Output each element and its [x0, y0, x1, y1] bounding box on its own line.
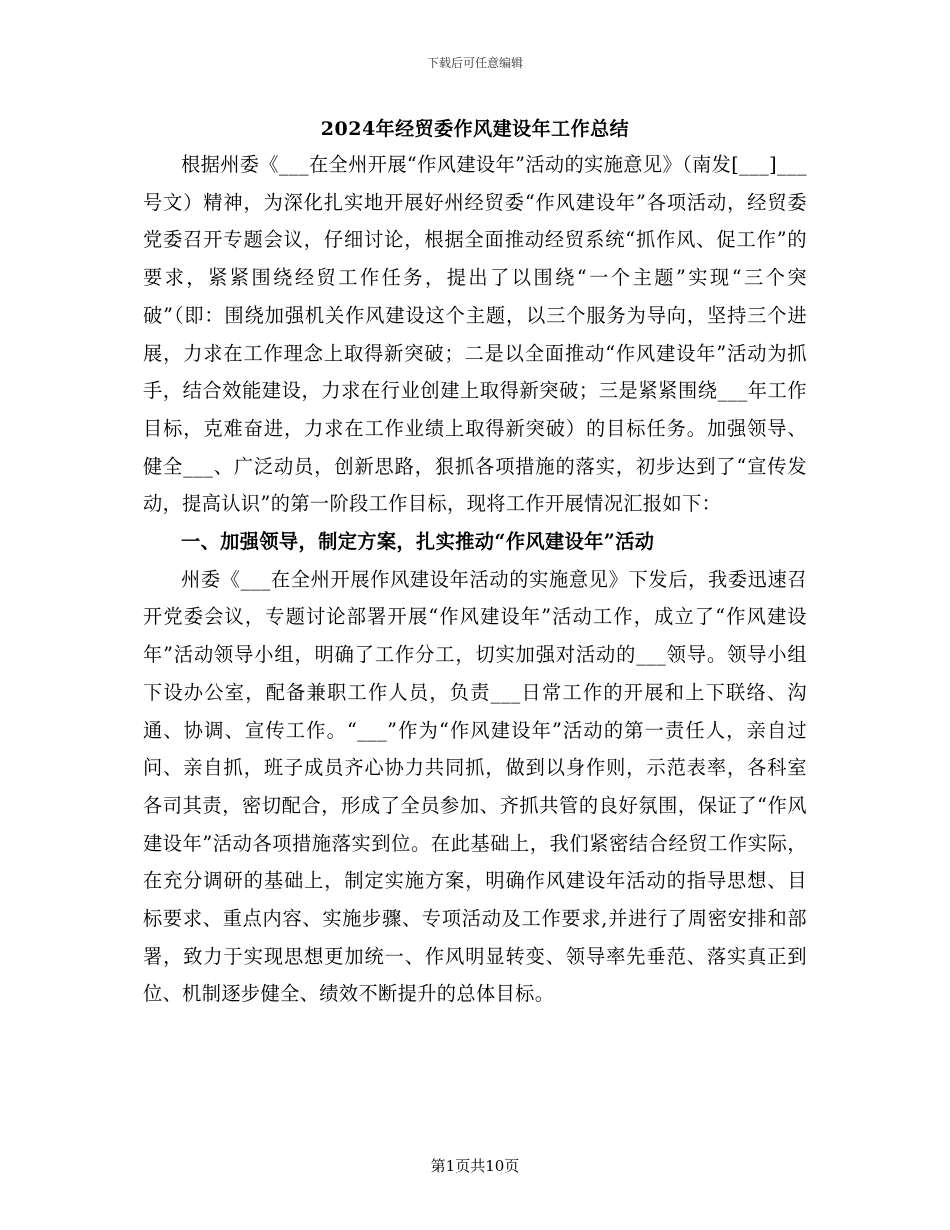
document-title: 2024年经贸委作风建设年工作总结: [320, 118, 630, 140]
section-heading-1: 一、加强领导，制定方案，扎实推动“作风建设年”活动: [181, 530, 655, 554]
intro-paragraph: 根据州委《___在全州开展“作风建设年”活动的实施意见》（南发[___]___号文）精神，为深化扎实地开展好州经贸委“作风建设年”各项活动，经贸委党委召开专题会议，仔细讨论，根据全面推动经贸系统“抓作风、促工作”的要求，紧紧围绕经贸工作任务，提出了以围绕“一个主题”实现“三个突破”（即：围绕加强机关作风建设这个主题，以三个服务为导向，坚持三个进展，力求在工作理念上取得新突破；二是以全面推动“作风建设年”活动为抓手，结合效能建设，力求在行业创建上取得新突破；三是紧紧围绕___年工作目标，克难奋进，力求在工作业绩上取得新突破）的目标任务。加强领导、健全___、广泛动员，创新思路，狠抓各项措施的落实，初步达到了“宣传发动，提高认识”的第一阶段工作目标，现将工作开展情况汇报如下：: [143, 153, 807, 516]
section-1-paragraph: 州委《___在全州开展作风建设年活动的实施意见》下发后，我委迅速召开党委会议，专题讨论部署开展“作风建设年”活动工作，成立了“作风建设年”活动领导小组，明确了工作分工，切实加强对活动的___领导。领导小组下设办公室，配备兼职工作人员，负责___日常工作的开展和上下联络、沟通、协调、宣传工作。“___”作为“作风建设年”活动的第一责任人，亲自过问、亲自抓，班子成员齐心协力共同抓，做到以身作则，示范表率，各科室各司其责，密切配合，形成了全员参加、齐抓共管的良好氛围，保证了“作风建设年”活动各项措施落实到位。在此基础上，我们紧密结合经贸工作实际，在充分调研的基础上，制定实施方案，明确作风建设年活动的指导思想、目标要求、重点内容、实施步骤、专项活动及工作要求,并进行了周密安排和部署，致力于实现思想更加统一、作风明显转变、领导率先垂范、落实真正到位、机制逐步健全、绩效不断提升的总体目标。: [143, 567, 807, 1006]
document-body: [143, 146, 807, 1013]
page-number: 第1页共10页: [430, 1157, 520, 1175]
page-header-note: 下载后可任意编辑: [426, 56, 523, 70]
